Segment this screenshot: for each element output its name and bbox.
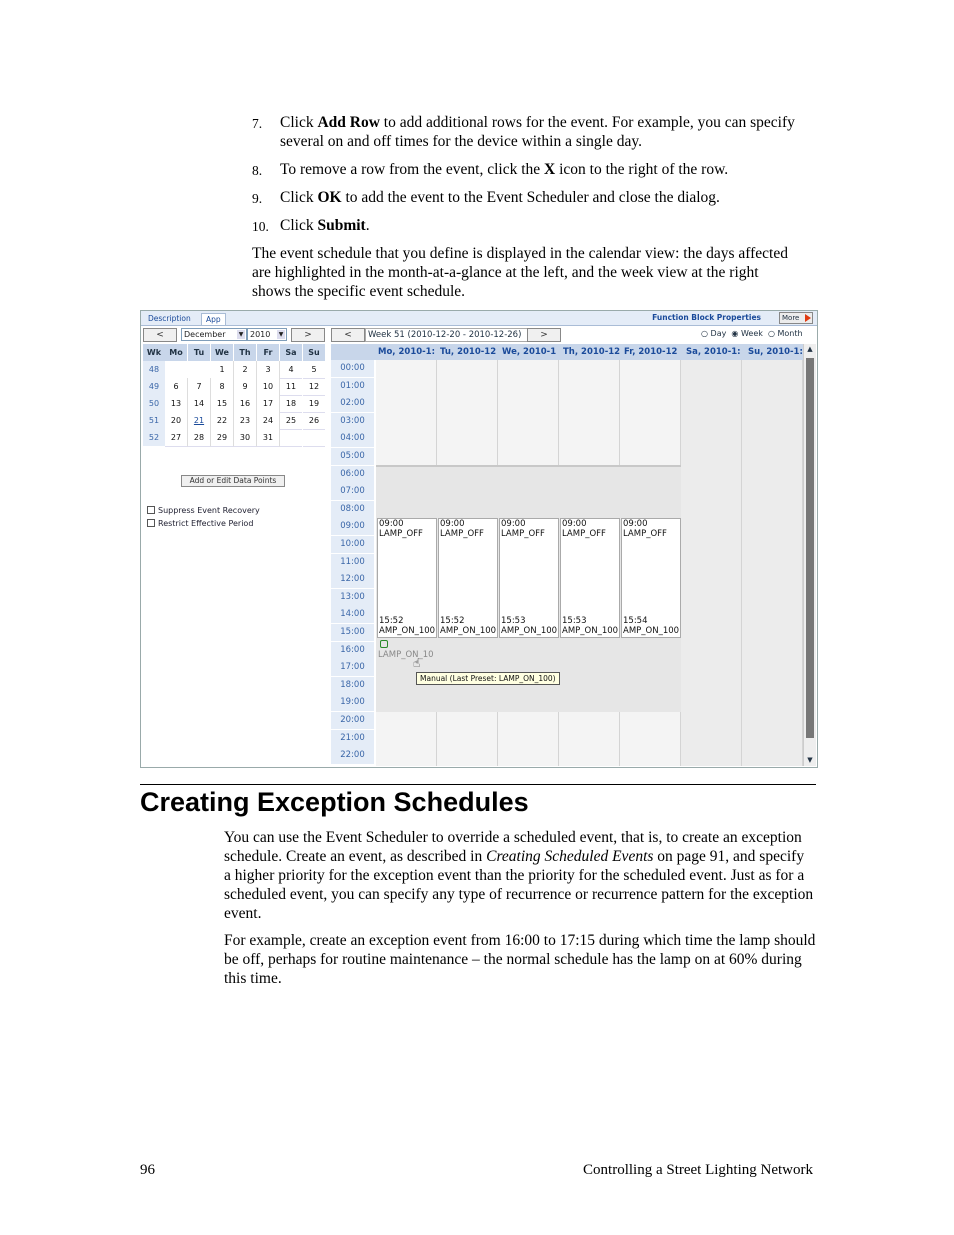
event-block-tu[interactable]: [438, 518, 498, 638]
event-end-time: 15:53: [562, 616, 587, 626]
calendar-intro-paragraph: The event schedule that you define is displayed in the calendar view: the days affected are highlighted in the month-at-a-glance at the left, and the week view at the right shows the specific event schedule.: [252, 245, 788, 300]
add-edit-data-points-button[interactable]: Add or Edit Data Points: [181, 475, 285, 487]
time-slot-label: 09:00: [331, 518, 374, 536]
calendar-day[interactable]: 6: [165, 378, 188, 396]
chevron-down-icon: ▼: [278, 331, 284, 338]
month-value: December: [184, 330, 226, 339]
calendar-day[interactable]: 2: [234, 361, 257, 379]
event-end-label: AMP_ON_100: [623, 626, 680, 636]
tooltip: Manual (Last Preset: LAMP_ON_100): [416, 672, 560, 685]
calendar-header: Wk: [143, 344, 165, 361]
calendar-day[interactable]: 14: [188, 395, 211, 413]
calendar-day[interactable]: 30: [234, 429, 257, 447]
event-scheduler-screenshot: [140, 310, 818, 768]
day-header-su: Su, 2010-1:: [748, 347, 803, 357]
cross-reference: Creating Scheduled Events: [486, 848, 654, 865]
step-7: [252, 113, 812, 151]
scroll-down-arrow-icon[interactable]: ▼: [807, 756, 813, 764]
week-number[interactable]: 48: [143, 361, 165, 378]
time-slot-label: 08:00: [331, 501, 374, 519]
step-number: 10.: [252, 219, 269, 234]
more-button-label: More: [782, 314, 800, 322]
calendar-header: Th: [234, 344, 256, 361]
event-end-label: AMP_ON_100: [501, 626, 558, 636]
footer-title: Controlling a Street Lighting Network: [583, 1162, 813, 1178]
time-slot-label: 04:00: [331, 430, 374, 448]
month-prev-button[interactable]: <: [143, 328, 177, 342]
event-start-time: 09:00: [501, 519, 526, 529]
calendar-day[interactable]: 29: [211, 429, 234, 447]
week-number[interactable]: 50: [143, 395, 165, 412]
calendar-day: [165, 361, 187, 379]
event-start-label: LAMP_OFF: [562, 529, 606, 539]
exception-paragraph-2: For example, create an exception event from 16:00 to 17:15 during which time the lamp should be off, perhaps for routine maintenance – the normal schedule has the lamp on at 60% during this time.: [224, 932, 816, 987]
calendar-day[interactable]: 5: [303, 361, 325, 379]
week-header: [331, 344, 816, 360]
calendar-day[interactable]: 25: [280, 412, 302, 430]
radio-label: Month: [777, 329, 803, 338]
time-slot-label: 15:00: [331, 624, 374, 642]
lock-icon: [380, 640, 388, 648]
calendar-day[interactable]: 3: [257, 361, 280, 379]
week-number[interactable]: 49: [143, 378, 165, 395]
calendar-day[interactable]: 19: [303, 395, 325, 413]
event-start-label: LAMP_OFF: [501, 529, 545, 539]
calendar-day: [303, 429, 325, 447]
radio-day[interactable]: ○ Day: [701, 329, 727, 338]
calendar-day[interactable]: 23: [234, 412, 257, 430]
scrollbar-thumb[interactable]: [806, 358, 814, 738]
year-value: 2010: [250, 330, 271, 339]
step-number: 7.: [252, 116, 263, 131]
arrow-icon: [805, 314, 811, 322]
event-end-time: 15:54: [623, 616, 648, 626]
radio-label: Week: [740, 329, 763, 338]
step-text: Click: [280, 114, 318, 131]
calendar-header: We: [211, 344, 233, 361]
calendar-day[interactable]: 4: [280, 361, 302, 379]
calendar-day[interactable]: 20: [165, 412, 188, 430]
vertical-scrollbar[interactable]: [803, 344, 816, 766]
calendar-day[interactable]: 28: [188, 429, 211, 447]
event-end-label: AMP_ON_100: [440, 626, 497, 636]
radio-label: Day: [710, 329, 727, 338]
exception-paragraph-1: [224, 828, 814, 923]
calendar-day[interactable]: 10: [257, 378, 280, 396]
week-label: Week 51 (2010-12-20 - 2010-12-26): [365, 328, 529, 342]
calendar-day[interactable]: 15: [211, 395, 234, 413]
time-slot-label: 02:00: [331, 395, 374, 413]
time-slot-label: 10:00: [331, 536, 374, 554]
event-block-we[interactable]: [499, 518, 559, 638]
step-text: To remove a row from the event, click the: [280, 161, 545, 178]
calendar-day[interactable]: 17: [257, 395, 280, 413]
step-text: to add the event to the Event Scheduler and close the dialog.: [341, 189, 720, 206]
time-slot-label: 20:00: [331, 712, 374, 730]
calendar-day[interactable]: 26: [303, 412, 325, 430]
view-radio-group: [701, 329, 803, 338]
event-start-label: LAMP_OFF: [440, 529, 484, 539]
event-start-time: 09:00: [562, 519, 587, 529]
calendar-day[interactable]: 16: [234, 395, 257, 413]
section-rule: [140, 784, 816, 785]
calendar-header: Mo: [165, 344, 187, 361]
day-header-we: We, 2010-1: [502, 347, 557, 357]
time-slot-label: 17:00: [331, 659, 374, 677]
event-end-time: 15:53: [501, 616, 526, 626]
step-bold: X: [544, 161, 556, 178]
calendar-header: Sa: [280, 344, 302, 361]
step-text: icon to the right of the row.: [555, 161, 729, 178]
time-slot-label: 00:00: [331, 360, 374, 378]
step-8: [252, 160, 812, 179]
time-slot-label: 13:00: [331, 589, 374, 607]
day-header-fr: Fr, 2010-12: [624, 347, 678, 357]
calendar-day[interactable]: 27: [165, 429, 188, 447]
year-select[interactable]: [247, 328, 287, 341]
calendar-day: [188, 361, 210, 379]
day-column: [742, 360, 803, 766]
calendar-header: Tu: [188, 344, 210, 361]
restrict-effective-period-checkbox[interactable]: [147, 519, 253, 528]
event-start-label: LAMP_OFF: [623, 529, 667, 539]
calendar-day[interactable]: 21: [188, 412, 211, 430]
calendar-day[interactable]: 9: [234, 378, 257, 396]
function-block-properties-link[interactable]: Function Block Properties: [652, 313, 761, 322]
tab-app[interactable]: App: [201, 313, 226, 325]
step-text: Click: [280, 189, 318, 206]
event-end-time: 15:52: [440, 616, 465, 626]
event-start-time: 09:00: [440, 519, 465, 529]
day-header-tu: Tu, 2010-12: [440, 347, 497, 357]
checkbox-label: Suppress Event Recovery: [158, 506, 260, 515]
paragraph-text: You can use the Event Scheduler to override a scheduled event, that is, to create an exception schedule. Create an event, as described in: [224, 829, 802, 865]
week-grid: [376, 360, 804, 766]
checkbox-icon: [147, 519, 155, 527]
section-heading: Creating Exception Schedules: [140, 787, 529, 817]
event-block-fr[interactable]: [621, 518, 681, 638]
step-number: 9.: [252, 191, 263, 206]
time-slot-label: 03:00: [331, 413, 374, 431]
tab-description[interactable]: Description: [148, 314, 191, 323]
event-block-th[interactable]: [560, 518, 620, 638]
step-bold: Add Row: [317, 114, 380, 131]
calendar-day[interactable]: 11: [280, 378, 302, 396]
calendar-day[interactable]: 24: [257, 412, 280, 430]
calendar-day[interactable]: 12: [303, 378, 325, 396]
time-slot-label: 19:00: [331, 694, 374, 712]
event-start-time: 09:00: [623, 519, 648, 529]
radio-week[interactable]: ◉ Week: [731, 329, 763, 338]
more-button[interactable]: [779, 312, 813, 324]
day-column: [681, 360, 742, 766]
scroll-up-arrow-icon[interactable]: ▲: [807, 345, 813, 353]
calendar-header: Su: [303, 344, 325, 361]
time-slot-label: 21:00: [331, 730, 374, 748]
step-text: to add additional rows for the event. For example, you can specify several on and off times for the device within a single day.: [280, 114, 795, 150]
checkbox-label: Restrict Effective Period: [158, 519, 254, 528]
calendar-day[interactable]: 31: [257, 429, 280, 447]
step-text: .: [365, 217, 370, 234]
chevron-down-icon: ▼: [238, 331, 244, 338]
time-slot-label: 05:00: [331, 448, 374, 466]
week-next-button[interactable]: >: [527, 328, 561, 342]
time-slot-label: 22:00: [331, 747, 374, 765]
time-slot-label: 11:00: [331, 554, 374, 572]
step-text: Click: [280, 217, 318, 234]
event-start-time: 09:00: [379, 519, 404, 529]
week-prev-button[interactable]: <: [331, 328, 365, 342]
month-next-button[interactable]: >: [291, 328, 325, 342]
time-slot-label: 07:00: [331, 483, 374, 501]
day-header-th: Th, 2010-12: [563, 347, 620, 357]
time-slot-label: 01:00: [331, 378, 374, 396]
calendar-header: Fr: [257, 344, 279, 361]
step-bold: Submit: [317, 217, 366, 234]
step-10: [252, 216, 812, 235]
step-bold: OK: [317, 189, 342, 206]
event-start-label: LAMP_OFF: [379, 529, 423, 539]
event-end-time: 15:52: [379, 616, 404, 626]
manual-event-label[interactable]: LAMP_ON_10: [378, 650, 434, 660]
time-slot-label: 16:00: [331, 642, 374, 660]
suppress-event-recovery-checkbox[interactable]: [147, 506, 260, 515]
time-slot-label: 12:00: [331, 571, 374, 589]
tab-bar: [141, 311, 817, 326]
calendar-day[interactable]: 1: [211, 361, 234, 379]
paragraph-text: on page 91, and specify a higher priority for the exception event than the priority for the scheduled event. Just as for a scheduled event, you can specify any type of recurrence or recurrence pattern for the exception event.: [224, 848, 814, 922]
step-9: [252, 188, 812, 207]
calendar-day[interactable]: 8: [211, 378, 234, 396]
day-header-sa: Sa, 2010-1:: [686, 347, 741, 357]
checkbox-icon: [147, 506, 155, 514]
pointer-hand-icon: ☝: [413, 656, 421, 670]
calendar-day[interactable]: 13: [165, 395, 188, 413]
page-number: 96: [140, 1162, 155, 1178]
event-end-label: AMP_ON_100: [562, 626, 619, 636]
event-end-label: AMP_ON_100: [379, 626, 436, 636]
event-block-mo[interactable]: [377, 518, 437, 638]
week-number[interactable]: 51: [143, 412, 165, 429]
calendar-day[interactable]: 22: [211, 412, 234, 430]
calendar-day[interactable]: 18: [280, 395, 302, 413]
day-header-mo: Mo, 2010-1:: [378, 347, 435, 357]
step-number: 8.: [252, 163, 263, 178]
month-select[interactable]: [181, 328, 247, 341]
week-number[interactable]: 52: [143, 429, 165, 446]
calendar-day[interactable]: 7: [188, 378, 211, 396]
time-slot-label: 14:00: [331, 606, 374, 624]
radio-month[interactable]: ○ Month: [767, 329, 803, 338]
time-slot-label: 18:00: [331, 677, 374, 695]
calendar-day: [280, 429, 302, 447]
time-slot-label: 06:00: [331, 466, 374, 484]
